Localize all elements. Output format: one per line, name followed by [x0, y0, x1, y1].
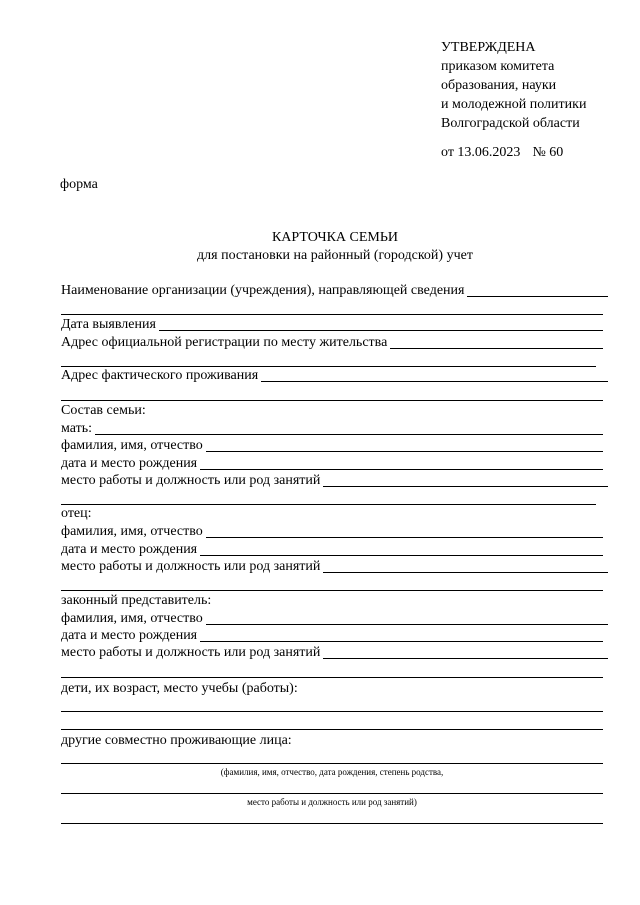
- document-title: КАРТОЧКА СЕМЬИ: [271, 230, 399, 245]
- field-label: место работы и должность или род занятий: [61, 473, 321, 488]
- document-heading: [0, 229, 640, 265]
- section-children: [61, 679, 608, 697]
- blank-line[interactable]: [206, 607, 608, 625]
- blank-line[interactable]: [61, 711, 603, 712]
- blank-line[interactable]: [61, 763, 603, 764]
- blank-line[interactable]: [61, 823, 603, 824]
- section-other-residents: [61, 731, 608, 749]
- field-representative-work[interactable]: [61, 643, 608, 661]
- field-label: дата и место рождения: [61, 628, 198, 643]
- field-official-address[interactable]: [61, 333, 603, 351]
- order-date-number: [441, 145, 563, 161]
- field-actual-address[interactable]: [61, 366, 608, 384]
- blank-line[interactable]: [206, 520, 603, 538]
- blank-line[interactable]: [206, 434, 603, 452]
- field-label: Адрес фактического проживания: [61, 368, 259, 383]
- blank-line[interactable]: [323, 469, 608, 487]
- section-label: Состав семьи:: [61, 403, 146, 418]
- field-label: фамилия, имя, отчество: [61, 438, 203, 453]
- blank-line[interactable]: [200, 624, 603, 642]
- field-label: дата и место рождения: [61, 456, 198, 471]
- blank-line[interactable]: [467, 279, 608, 297]
- field-mother-work[interactable]: [61, 471, 608, 489]
- blank-line[interactable]: [200, 538, 603, 556]
- blank-line[interactable]: [261, 364, 608, 382]
- field-hint: место работы и должность или род занятий): [247, 797, 417, 807]
- blank-line[interactable]: [61, 677, 603, 678]
- field-hint: (фамилия, имя, отчество, дата рождения, степень родства,: [220, 767, 444, 777]
- section-label: другие совместно проживающие лица:: [61, 733, 292, 748]
- form-label: форма: [60, 177, 98, 192]
- blank-line[interactable]: [323, 555, 608, 573]
- blank-line[interactable]: [95, 417, 603, 435]
- section-label: дети, их возраст, место учебы (работы):: [61, 681, 298, 696]
- order-number: № 60: [532, 145, 564, 160]
- approval-stamp: [441, 38, 586, 133]
- blank-line[interactable]: [323, 641, 608, 659]
- approval-line: Волгоградской области: [441, 116, 580, 131]
- blank-line[interactable]: [61, 793, 603, 794]
- document-subtitle: для постановки на районный (городской) учет: [197, 248, 473, 263]
- field-label: фамилия, имя, отчество: [61, 611, 203, 626]
- section-label: отец:: [61, 506, 92, 521]
- approval-line: приказом комитета: [441, 59, 555, 74]
- field-label: Наименование организации (учреждения), направляющей сведения: [61, 283, 465, 298]
- field-father-work[interactable]: [61, 557, 608, 575]
- field-label: место работы и должность или род занятий: [61, 645, 321, 660]
- field-label: Дата выявления: [61, 317, 156, 332]
- approval-line: образования, науки: [441, 78, 557, 93]
- order-date: от 13.06.2023: [441, 145, 521, 160]
- blank-line[interactable]: [159, 313, 603, 331]
- blank-line[interactable]: [390, 331, 603, 349]
- approval-line: и молодежной политики: [441, 97, 587, 112]
- field-label: дата и место рождения: [61, 542, 198, 557]
- blank-line[interactable]: [200, 452, 603, 470]
- blank-line[interactable]: [61, 729, 603, 730]
- field-label: место работы и должность или род занятий: [61, 559, 321, 574]
- section-label: законный представитель:: [61, 593, 212, 608]
- field-label: фамилия, имя, отчество: [61, 524, 203, 539]
- field-label: Адрес официальной регистрации по месту жительства: [61, 335, 388, 350]
- approval-title: УТВЕРЖДЕНА: [441, 40, 536, 55]
- field-label: мать:: [61, 421, 93, 436]
- field-organization[interactable]: [61, 281, 608, 299]
